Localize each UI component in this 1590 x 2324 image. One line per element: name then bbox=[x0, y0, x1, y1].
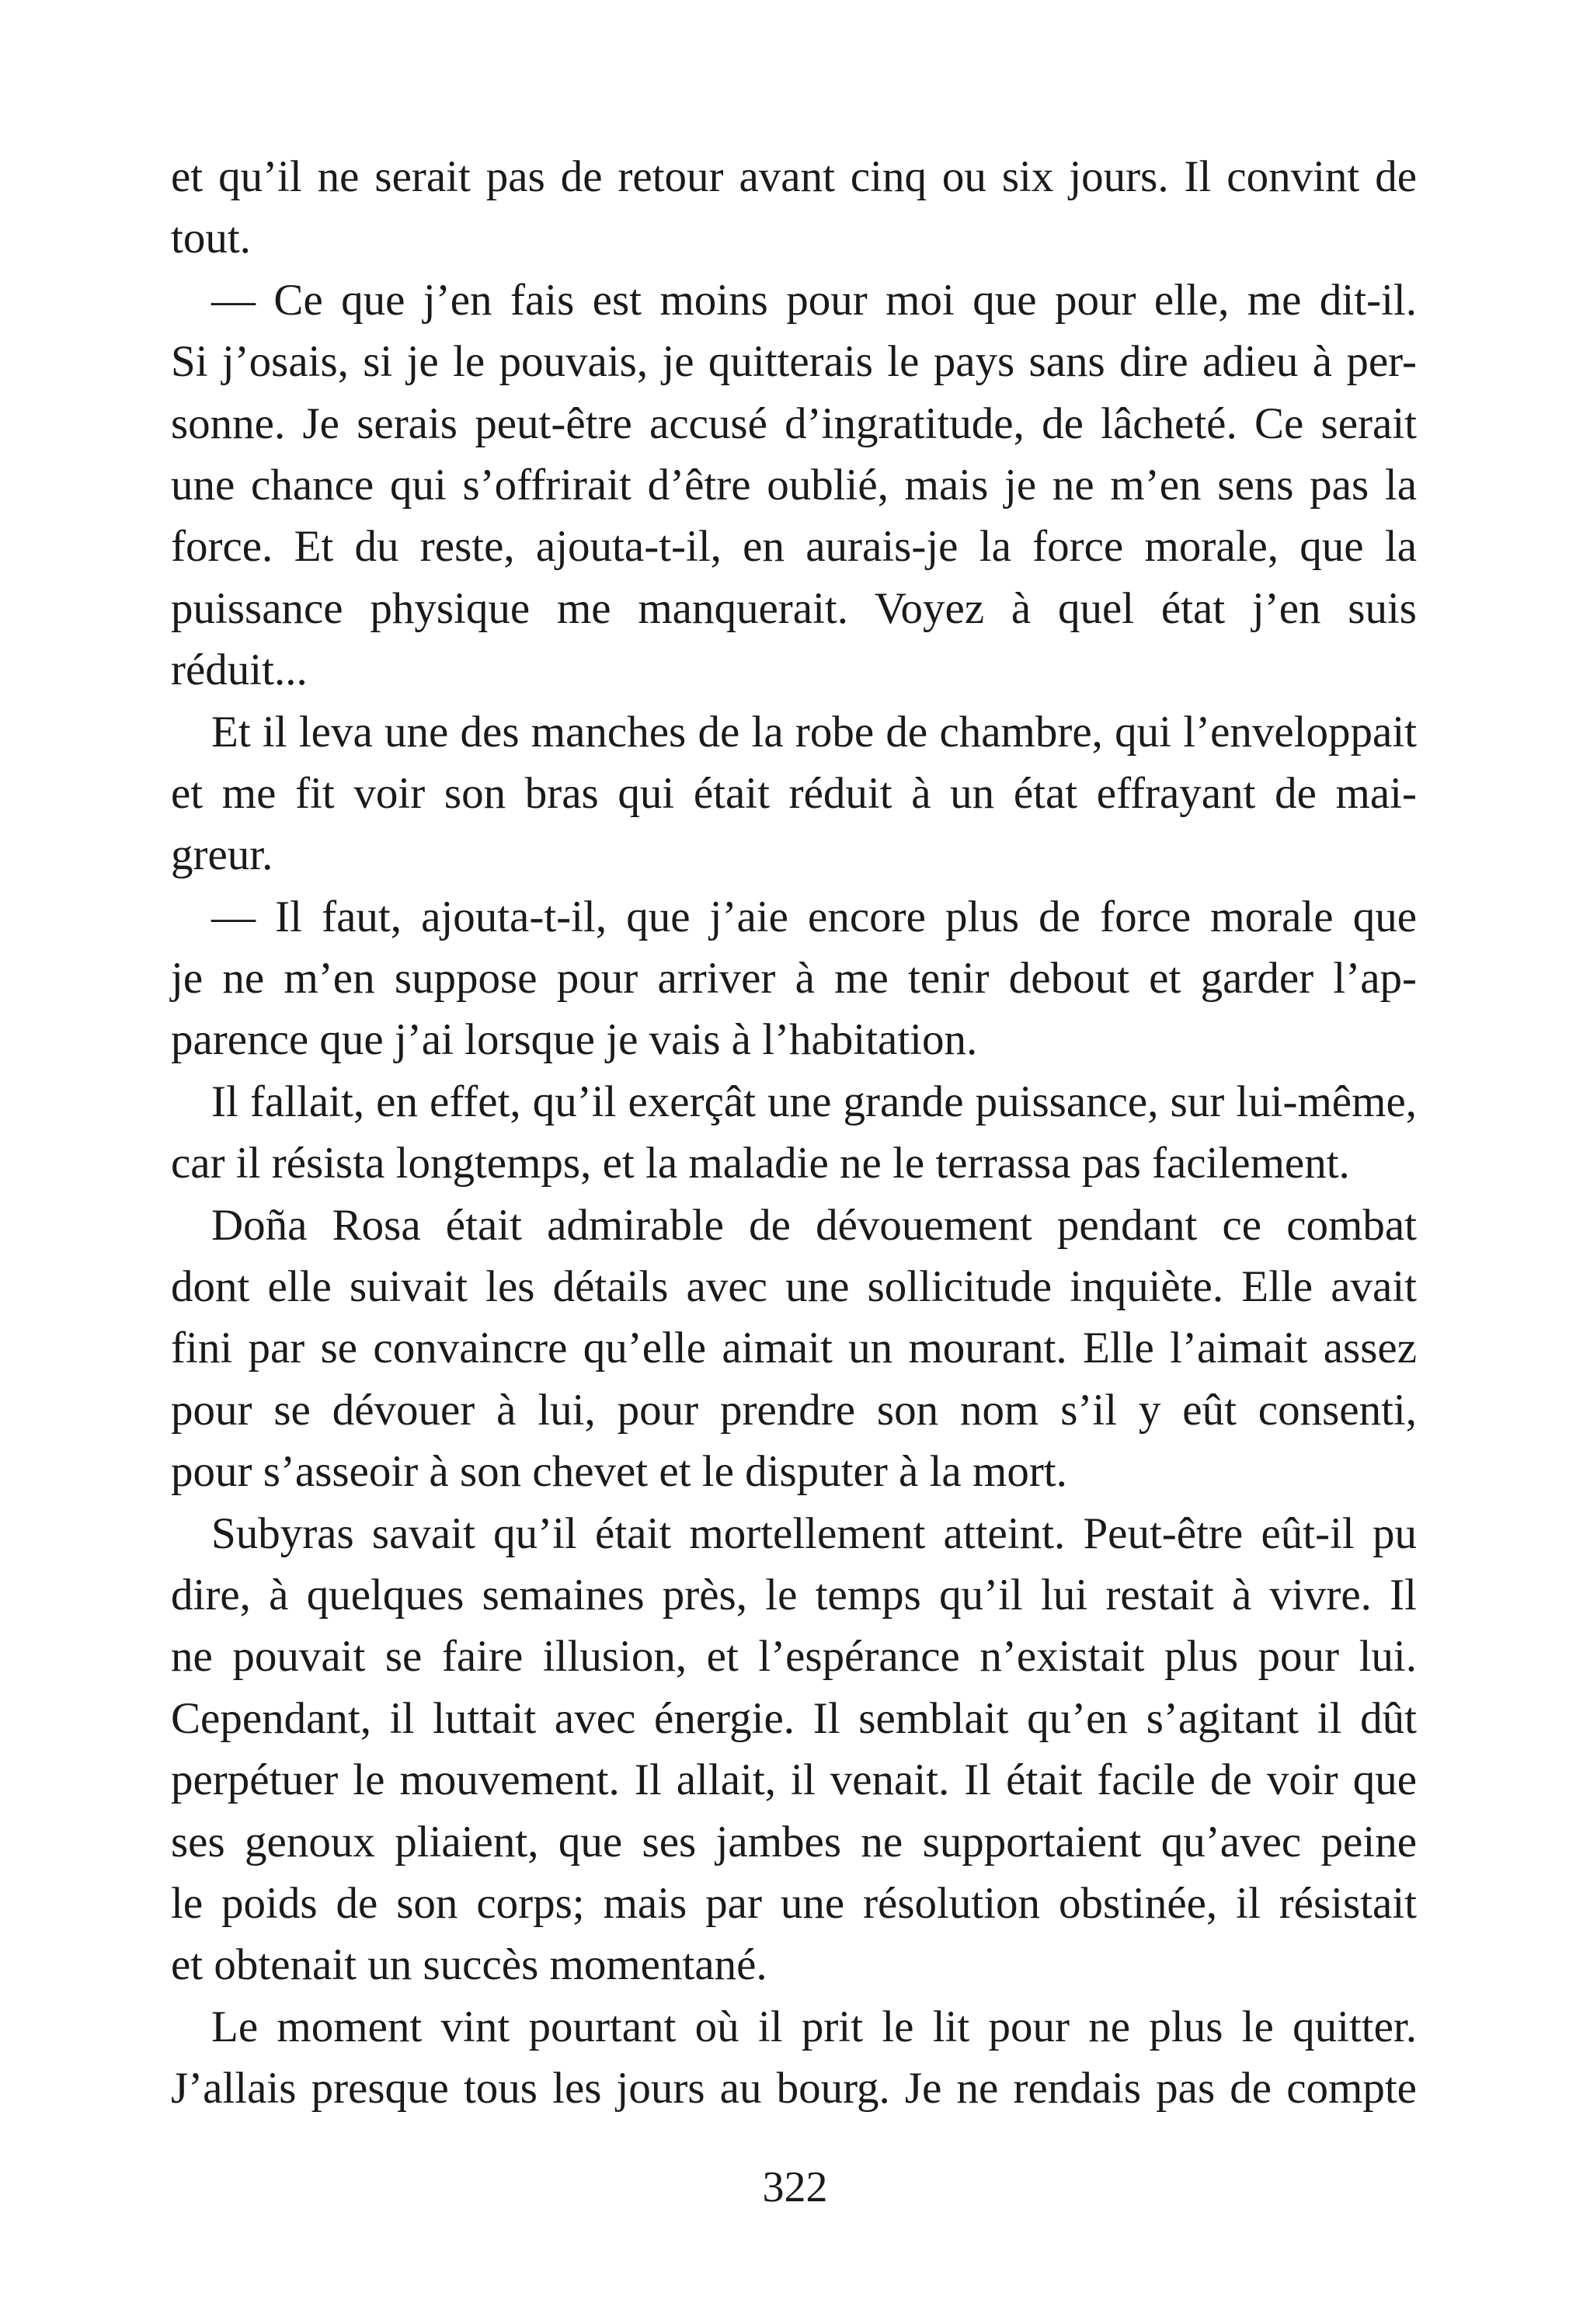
text-line: sonne. Je serais peut-être accusé d’ingratitude, de lâcheté. Ce serait bbox=[171, 398, 1417, 448]
text-line: pour se dévouer à lui, pour prendre son nom s’il y eût consenti, bbox=[171, 1385, 1417, 1435]
text-line: force. Et du reste, ajouta-t-il, en aurais-je la force morale, que la bbox=[171, 522, 1417, 572]
text-line: ses genoux pliaient, que ses jambes ne supportaient qu’avec peine bbox=[171, 1817, 1417, 1867]
page-number: 322 bbox=[762, 2163, 828, 2211]
text-line: — Ce que j’en fais est moins pour moi que pour elle, me dit-il. bbox=[211, 275, 1417, 325]
text-line: Cependant, il luttait avec énergie. Il semblait qu’en s’agitant il dût bbox=[171, 1693, 1417, 1743]
text-line: J’allais presque tous les jours au bourg. Je ne rendais pas de compte bbox=[171, 2064, 1417, 2114]
text-line: puissance physique me manquerait. Voyez à quel état j’en suis bbox=[171, 583, 1417, 633]
text-line: parence que j’ai lorsque je vais à l’habitation. bbox=[171, 1015, 978, 1065]
text-line: une chance qui s’offrirait d’être oublié, mais je ne m’en sens pas la bbox=[171, 460, 1417, 510]
text-line: et qu’il ne serait pas de retour avant cinq ou six jours. Il convint de bbox=[171, 152, 1417, 201]
text-line: ne pouvait se faire illusion, et l’espérance n’existait plus pour lui. bbox=[171, 1632, 1417, 1682]
text-line: greur. bbox=[171, 830, 273, 880]
text-line: je ne m’en suppose pour arriver à me tenir debout et garder l’ap- bbox=[171, 954, 1417, 1004]
text-line: — Il faut, ajouta-t-il, que j’aie encore plus de force morale que bbox=[211, 892, 1417, 941]
text-line: réduit... bbox=[171, 645, 308, 695]
text-line: perpétuer le mouvement. Il allait, il venait. Il était facile de voir que bbox=[171, 1755, 1417, 1805]
page-body bbox=[171, 146, 1417, 2120]
text-line: fini par se convaincre qu’elle aimait un mourant. Elle l’aimait assez bbox=[171, 1324, 1417, 1373]
text-line: Et il leva une des manches de la robe de chambre, qui l’enveloppait bbox=[211, 707, 1417, 757]
text-line: Si j’osais, si je le pouvais, je quitterais le pays sans dire adieu à per- bbox=[171, 337, 1417, 387]
text-line: dire, à quelques semaines près, le temps qu’il lui restait à vivre. Il bbox=[171, 1570, 1417, 1619]
text-line: tout. bbox=[171, 214, 251, 263]
text-line: Subyras savait qu’il était mortellement atteint. Peut-être eût-il pu bbox=[211, 1508, 1417, 1558]
text-line: Il fallait, en effet, qu’il exerçât une grande puissance, sur lui-même, bbox=[211, 1077, 1417, 1126]
text-line: car il résista longtemps, et la maladie ne le terrassa pas facilement. bbox=[171, 1139, 1350, 1188]
text-line: et me fit voir son bras qui était réduit à un état effrayant de mai- bbox=[171, 768, 1417, 818]
text-line: dont elle suivait les détails avec une sollicitude inquiète. Elle avait bbox=[171, 1262, 1417, 1312]
text-line: le poids de son corps; mais par une résolution obstinée, il résistait bbox=[171, 1878, 1417, 1928]
text-line: et obtenait un succès momentané. bbox=[171, 1940, 767, 1990]
text-line: Doña Rosa était admirable de dévouement pendant ce combat bbox=[211, 1200, 1417, 1250]
text-line: Le moment vint pourtant où il prit le lit pour ne plus le quitter. bbox=[211, 2002, 1417, 2051]
text-line: pour s’asseoir à son chevet et le disputer à la mort. bbox=[171, 1447, 1067, 1497]
